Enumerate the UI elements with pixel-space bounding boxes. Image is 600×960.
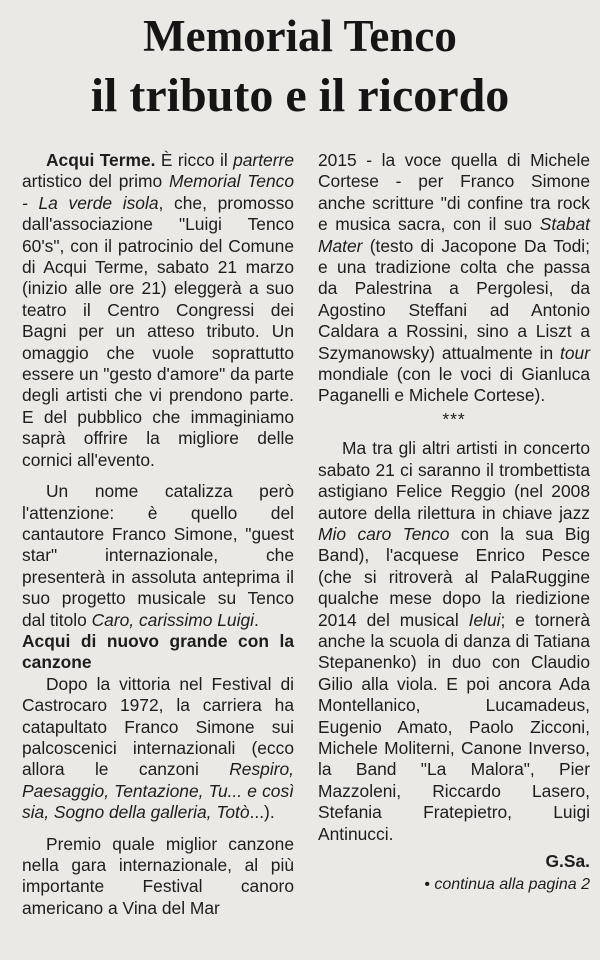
p1-text-c: artistico del primo [22,171,169,192]
dateline: Acqui Terme. [46,150,156,170]
p4-italic-tour: tour [560,342,590,363]
p5-italic-album: Mio caro Tenco [318,523,450,544]
article-column-left [22,150,294,919]
paragraph-2 [22,481,294,631]
continued-on-page-note: • continua alla pagina 2 [424,876,590,894]
paragraph-1 [22,150,294,471]
p4-text-a-cont: 2015 - la voce quella di Michele Cortese - per Franco Simone anche scritture "di confine tra rock e musica sacra, con il suo [318,150,590,235]
headline-line-2: il tributo e il ricordo [90,69,510,122]
subheading: Acqui di nuovo grande con la canzone [22,630,294,673]
p1-italic-parterre: parterre [233,150,294,170]
p5-text-e: ; e tornerà anche la scuola di danza di Tatiana Stepanenko) in duo con Claudio Gilio alla viola. E poi ancora Ada Montellanico, Lucamadeus, Eugenio Amato, Paolo Zicconi, Michele Moliterni, Canone Inverso, la Band "La Malora", Pier Mazzoleni, Riccardo Lasero, Stefania Fratepietro, Luigi Antinucci. [318,609,590,844]
p2-text-a: Un nome catalizza però l'attenzione: è quello del cantautore Franco Simone, "guest star" internazionale, che presenterà in assoluta anteprima il suo progetto musicale su Tenco dal titolo [22,481,294,630]
section-separator: *** [442,408,466,429]
paragraph-4-continued [318,150,590,407]
p3-italic-songs: Respiro, Paesaggio, Tentazione, Tu... e così sia, Sogno della galleria, Totò [22,759,294,823]
p4-text-a: Premio quale miglior canzone nella gara internazionale, al più importante Festival canoro americano a Vina del Mar [22,833,294,918]
p4-text-c: (testo di Jacopone Da Todi; e una tradizione colta che passa da Palestrina a Pergolesi, da Agostino Steffani ad Antonio Caldara a Rossini, sino a Liszt a Szymanowsky) attualmente in [318,235,590,363]
p4-text-e: mondiale (con le voci di Gianluca Paganelli e Michele Cortese). [318,364,590,406]
p5-italic-musical: Ielui [468,609,501,630]
article-column-right [318,150,590,896]
p2-italic-title: Caro, carissimo Luigi [91,609,254,630]
p2-text-c: . [253,609,259,630]
paragraph-4-start [22,834,294,920]
paragraph-3 [22,674,294,824]
p1-text-e: , che, promosso dall'associazione "Luigi Tenco 60's", con il patrocinio del Comune di Acqui Terme, sabato 21 marzo (inizio alle ore 21) eleggerà a suo teatro il Centro Congressi dei Bagni per un atteso tributo. Un omaggio che vuole soprattutto essere un "gesto d'amore" da parte degli artisti che vi prendono parte. E del pubblico che immaginiamo saprà offrire la migliore delle cornici all'evento. [22,192,294,470]
paragraph-5 [318,438,590,845]
p3-text-c: ...). [249,802,275,823]
p5-text-c: con la sua Big Band), l'acquese Enrico Pesce (che si ritroverà al PalaRuggine qualche mese dopo la riedizione 2014 del musical [318,523,590,630]
p3-text-a: Dopo la vittoria nel Festival di Castrocaro 1972, la carriera ha catapultato Franco Simone sui palcoscenici internazionali (ecco allora le canzoni [22,673,294,780]
p4-italic-stabat: Stabat Mater [318,214,590,256]
p1-italic-title: Memorial Tenco - La verde isola [22,171,294,213]
p1-text-a: È ricco il [155,150,234,170]
p5-text-a: Ma tra gli altri artisti in concerto sabato 21 ci saranno il trombettista astigiano Felice Reggio (nel 2008 autore della rilettura in chiave jazz [318,438,590,523]
author-signature: G.Sa. [545,851,590,871]
headline-line-1: Memorial Tenco [143,11,457,61]
